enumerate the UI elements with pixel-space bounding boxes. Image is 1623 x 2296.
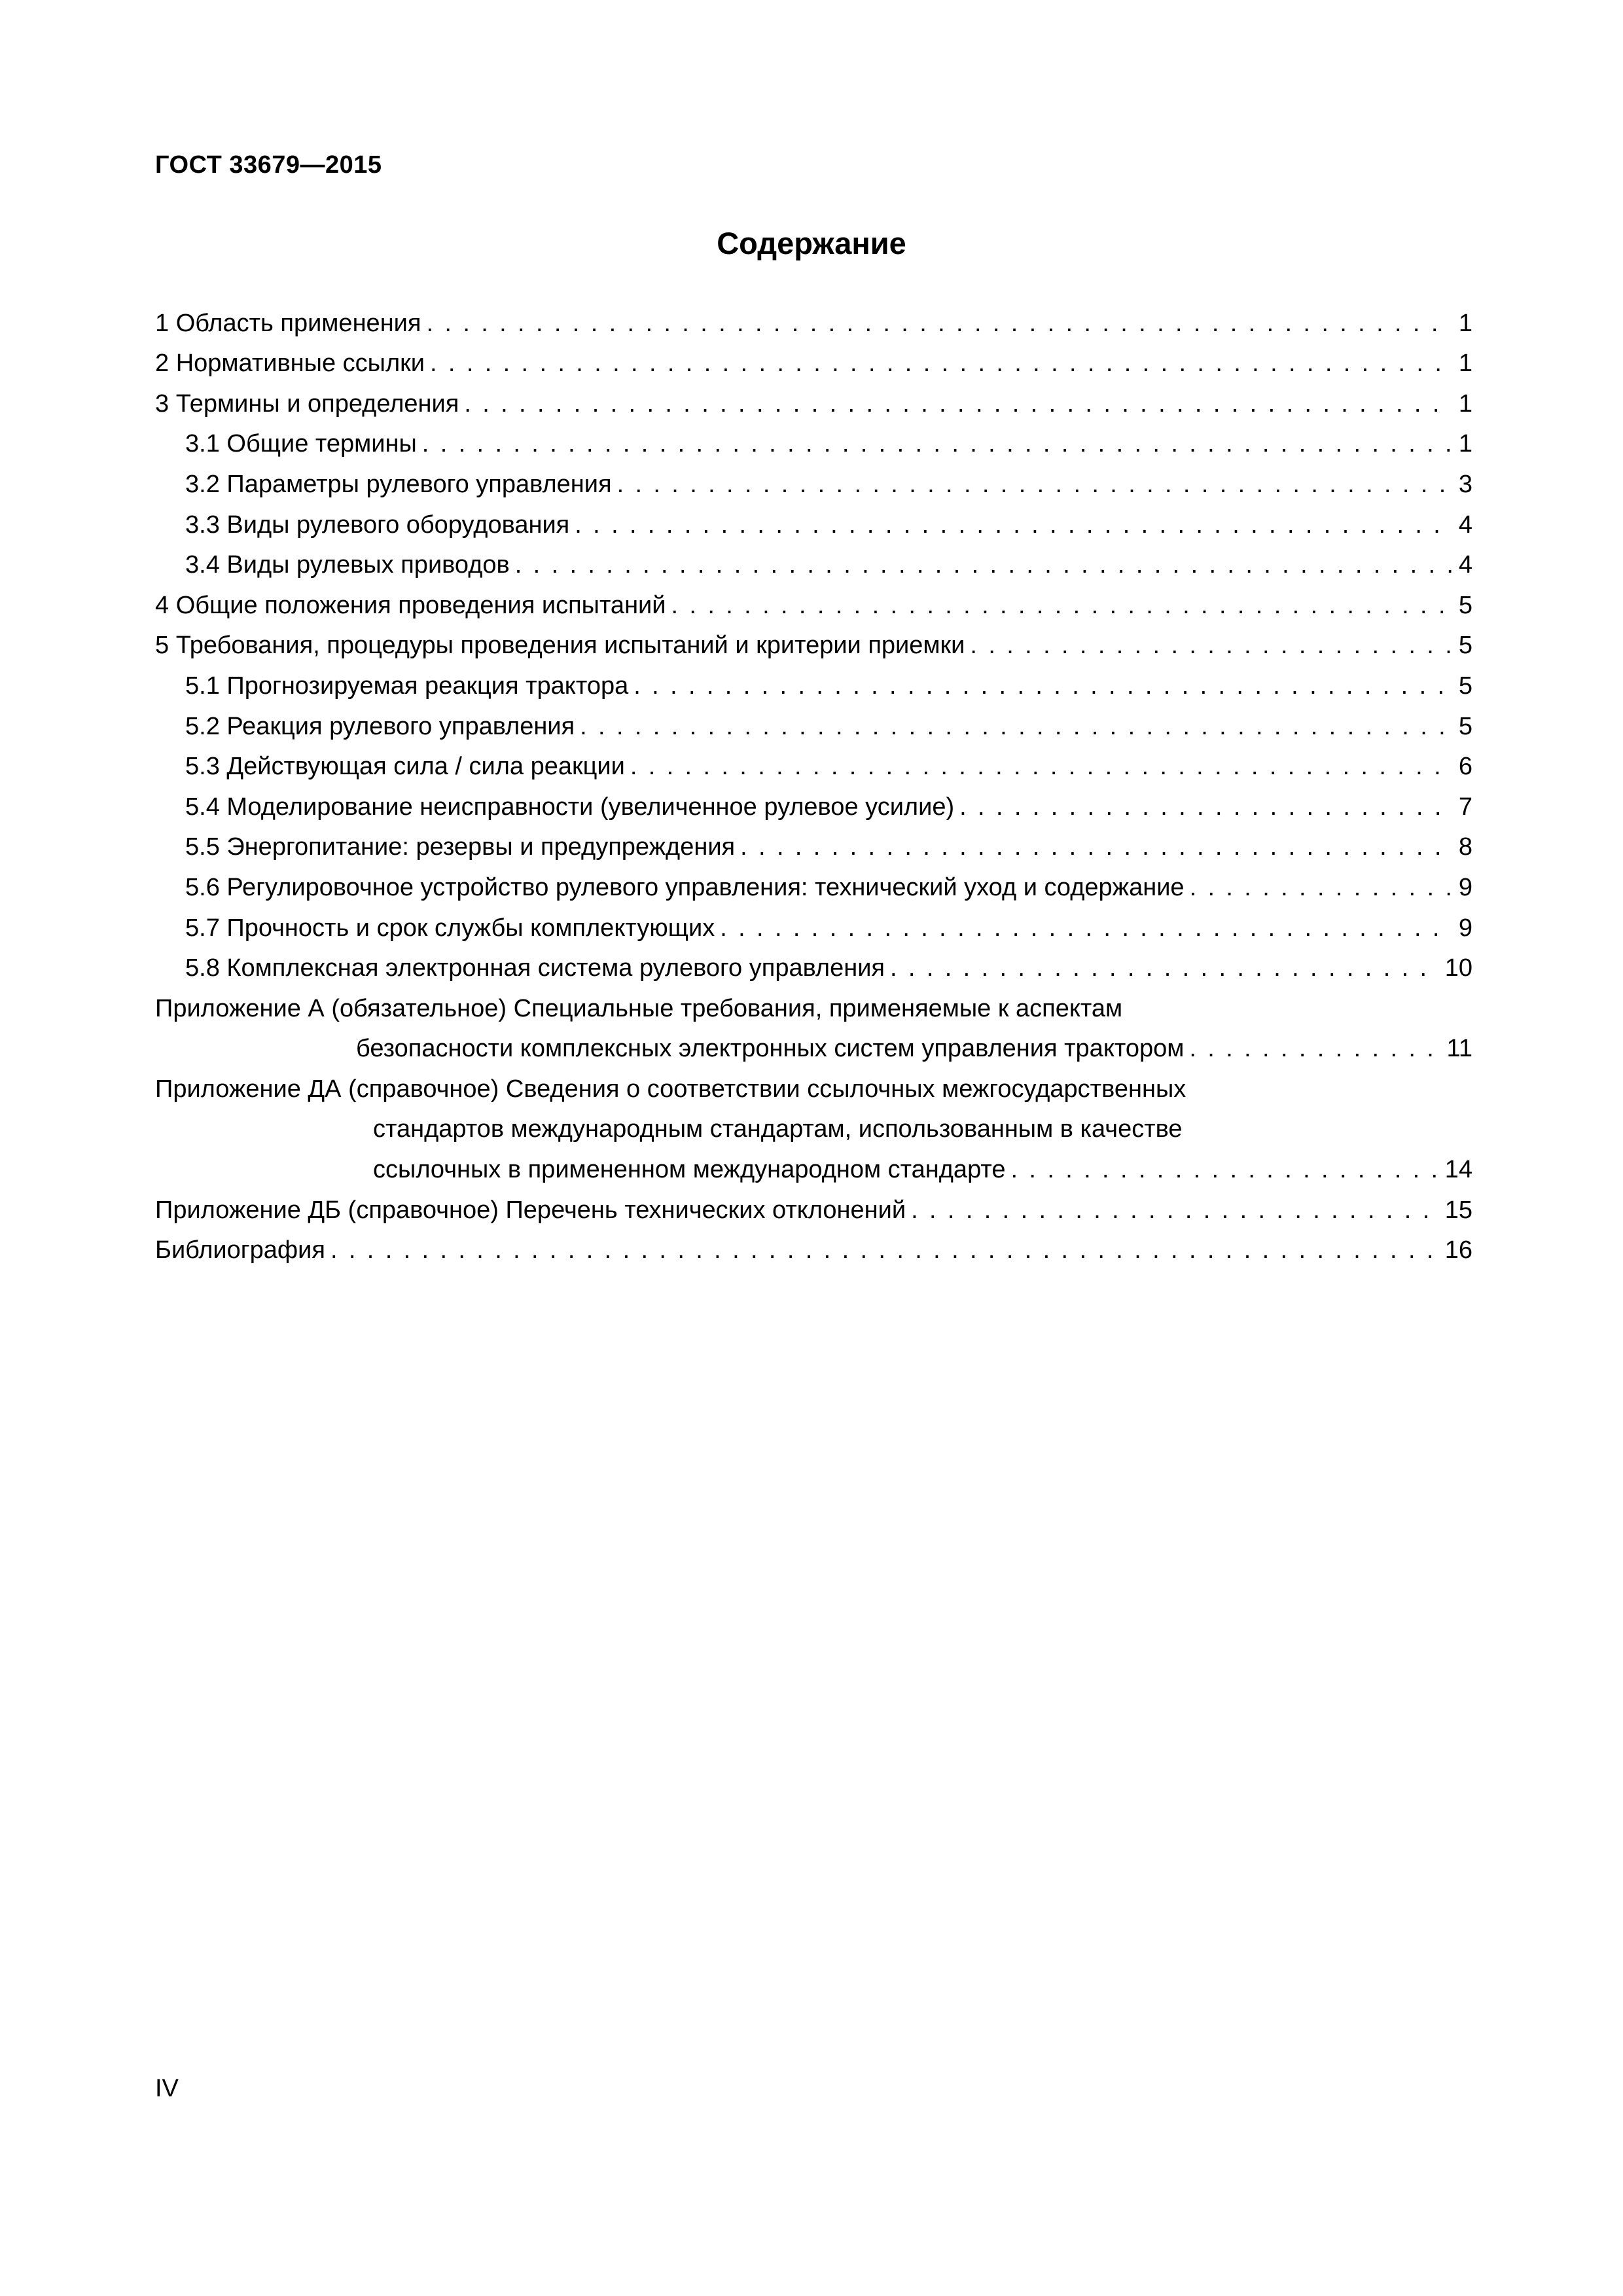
toc-entry-label: 3.4 Виды рулевых приводов [185, 551, 510, 579]
toc-appendix-a-line2[interactable] [155, 1024, 1472, 1065]
toc-entry-page: 5 [1458, 712, 1472, 740]
toc-appendix-a-line1[interactable] [155, 984, 1472, 1024]
toc-entry-page: 8 [1458, 833, 1472, 861]
toc-entry-page: 1 [1458, 309, 1472, 337]
toc-entry-label: Приложение ДБ (справочное) Перечень технических отклонений [155, 1196, 906, 1224]
table-of-contents [155, 298, 1472, 1266]
toc-title: Содержание [717, 226, 906, 260]
toc-entry-page: 14 [1444, 1156, 1472, 1184]
dot-leader [959, 791, 1452, 823]
dot-leader [464, 388, 1452, 420]
toc-entry-label: 5.8 Комплексная электронная система рулевого управления [185, 954, 885, 982]
toc-entry-5-3[interactable] [155, 742, 1472, 783]
dot-leader [617, 469, 1452, 500]
toc-entry-page: 5 [1458, 591, 1472, 619]
toc-entry-page: 5 [1458, 672, 1472, 700]
toc-entry-page: 16 [1444, 1236, 1472, 1265]
toc-entry-label: 3.3 Виды рулевого оборудования [185, 511, 570, 539]
toc-appendix-da-line1[interactable] [155, 1064, 1472, 1105]
toc-entry-page: 1 [1458, 350, 1472, 378]
dot-leader [633, 670, 1452, 702]
dot-leader [422, 428, 1452, 459]
toc-entry-label: 5.4 Моделирование неисправности (увеличенное рулевое усилие) [185, 793, 955, 821]
toc-entry-label: 4 Общие положения проведения испытаний [155, 591, 666, 619]
page-number: IV [155, 2075, 179, 2102]
toc-entry-page: 3 [1458, 470, 1472, 498]
toc-entry-5-1[interactable] [155, 661, 1472, 702]
toc-entry-5[interactable] [155, 621, 1472, 662]
dot-leader [671, 590, 1452, 621]
toc-entry-4[interactable] [155, 581, 1472, 621]
toc-entry-5-8[interactable] [155, 944, 1472, 984]
toc-entry-page: 10 [1444, 954, 1472, 982]
toc-entry-label: 5.6 Регулировочное устройство рулевого управления: технический уход и содержание [185, 873, 1185, 901]
dot-leader [890, 952, 1440, 984]
toc-entry-label: стандартов международным стандартам, использованным в качестве [373, 1115, 1183, 1143]
dot-leader [740, 831, 1452, 863]
toc-entry-5-5[interactable] [155, 823, 1472, 863]
toc-entry-label: 5.7 Прочность и срок службы комплектующих [185, 914, 715, 942]
toc-entry-label: Приложение А (обязательное) Специальные требования, применяемые к аспектам [155, 994, 1123, 1022]
toc-entry-label: 1 Область применения [155, 309, 421, 337]
toc-entry-2[interactable] [155, 339, 1472, 380]
toc-entry-label: 5.5 Энергопитание: резервы и предупреждения [185, 833, 736, 861]
dot-leader [1010, 1154, 1439, 1185]
dot-leader [430, 348, 1452, 379]
dot-leader [580, 711, 1452, 742]
toc-entry-label: безопасности комплексных электронных систем управления трактором [356, 1035, 1185, 1063]
toc-entry-page: 11 [1446, 1035, 1472, 1063]
toc-entry-3-2[interactable] [155, 459, 1472, 500]
toc-entry-page: 1 [1458, 430, 1472, 458]
toc-entry-label: Приложение ДА (справочное) Сведения о соответствии ссылочных межгосударственных [155, 1075, 1186, 1103]
toc-appendix-da-line2[interactable] [155, 1105, 1472, 1145]
toc-entry-label: Библиография [155, 1236, 325, 1265]
toc-entry-label: 3.2 Параметры рулевого управления [185, 470, 612, 498]
toc-entry-label: 3 Термины и определения [155, 389, 459, 418]
toc-appendix-db[interactable] [155, 1185, 1472, 1226]
toc-entry-page: 1 [1458, 389, 1472, 418]
toc-entry-page: 9 [1458, 873, 1472, 901]
dot-leader [720, 912, 1452, 944]
dot-leader [630, 751, 1452, 782]
toc-entry-label: 5.2 Реакция рулевого управления [185, 712, 575, 740]
toc-entry-3-3[interactable] [155, 500, 1472, 541]
toc-bibliography[interactable] [155, 1226, 1472, 1266]
toc-entry-page: 6 [1458, 753, 1472, 781]
dot-leader [1189, 1033, 1441, 1064]
toc-entry-page: 4 [1458, 551, 1472, 579]
dot-leader [911, 1194, 1440, 1226]
toc-entry-label: 2 Нормативные ссылки [155, 350, 425, 378]
toc-entry-3-1[interactable] [155, 420, 1472, 460]
toc-entry-5-6[interactable] [155, 863, 1472, 903]
dot-leader [1190, 872, 1452, 903]
toc-entry-label: ссылочных в примененном международном стандарте [373, 1156, 1006, 1184]
dot-leader [515, 549, 1452, 581]
toc-appendix-da-line3[interactable] [155, 1145, 1472, 1185]
document-code: ГОСТ 33679—2015 [155, 151, 382, 179]
toc-entry-5-4[interactable] [155, 782, 1472, 823]
toc-entry-5-7[interactable] [155, 903, 1472, 944]
toc-entry-label: 3.1 Общие термины [185, 430, 417, 458]
toc-entry-page: 9 [1458, 914, 1472, 942]
toc-entry-label: 5.3 Действующая сила / сила реакции [185, 753, 625, 781]
toc-entry-3[interactable] [155, 379, 1472, 420]
toc-entry-page: 4 [1458, 511, 1472, 539]
dot-leader [575, 509, 1452, 541]
toc-entry-3-4[interactable] [155, 541, 1472, 581]
toc-entry-page: 15 [1444, 1196, 1472, 1224]
dot-leader [330, 1234, 1440, 1266]
dot-leader [426, 308, 1452, 339]
toc-entry-5-2[interactable] [155, 702, 1472, 742]
dot-leader [970, 630, 1452, 661]
toc-entry-label: 5.1 Прогнозируемая реакция трактора [185, 672, 629, 700]
toc-entry-page: 7 [1458, 793, 1472, 821]
toc-entry-label: 5 Требования, процедуры проведения испытаний и критерии приемки [155, 632, 965, 660]
toc-entry-page: 5 [1458, 632, 1472, 660]
toc-entry-1[interactable] [155, 298, 1472, 339]
